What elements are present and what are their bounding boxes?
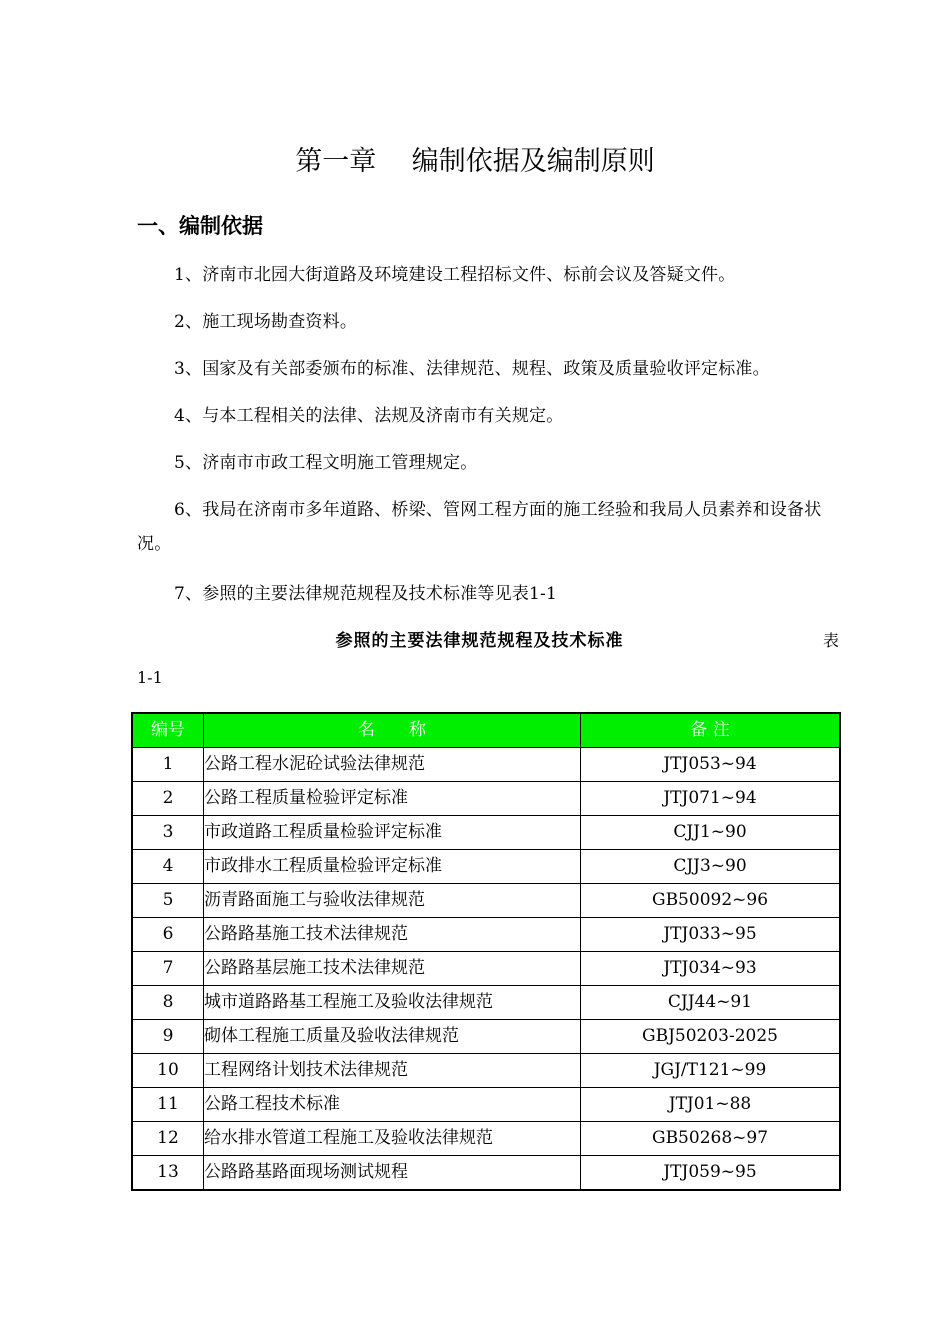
cell-no: 2 [132, 782, 204, 816]
header-note: 备 注 [581, 713, 841, 748]
table-row [132, 816, 840, 850]
table-row [132, 986, 840, 1020]
table-header-row [132, 713, 840, 748]
cell-name: 城市道路路基工程施工及验收法律规范 [204, 986, 581, 1020]
table-row [132, 1054, 840, 1088]
table-row [132, 1088, 840, 1122]
cell-note: GBJ50203-2025 [581, 1020, 841, 1054]
standards-table [131, 712, 841, 1191]
basis-item-5: 5、济南市市政工程文明施工管理规定。 [174, 453, 478, 473]
cell-name: 公路工程技术标准 [204, 1088, 581, 1122]
cell-no: 3 [132, 816, 204, 850]
basis-item-2: 2、施工现场勘查资料。 [174, 312, 358, 332]
table-row [132, 782, 840, 816]
chapter-title: 第一章 编制依据及编制原则 [295, 146, 655, 177]
cell-name: 公路路基路面现场测试规程 [204, 1156, 581, 1191]
cell-note: GB50092~96 [581, 884, 841, 918]
cell-name: 公路路基层施工技术法律规范 [204, 952, 581, 986]
cell-note: CJJ1~90 [581, 816, 841, 850]
cell-no: 13 [132, 1156, 204, 1191]
cell-note: JTJ071~94 [581, 782, 841, 816]
cell-name: 工程网络计划技术法律规范 [204, 1054, 581, 1088]
cell-note: JGJ/T121~99 [581, 1054, 841, 1088]
table-caption-title: 参照的主要法律规范规程及技术标准 [335, 631, 624, 651]
table-caption [137, 626, 839, 656]
basis-item-7: 7、参照的主要法律规范规程及技术标准等见表1-1 [174, 584, 557, 604]
cell-name: 公路路基施工技术法律规范 [204, 918, 581, 952]
header-name: 名 称 [204, 713, 581, 748]
cell-name: 砌体工程施工质量及验收法律规范 [204, 1020, 581, 1054]
cell-name: 市政道路工程质量检验评定标准 [204, 816, 581, 850]
cell-no: 8 [132, 986, 204, 1020]
cell-note: JTJ059~95 [581, 1156, 841, 1191]
basis-item-3: 3、国家及有关部委颁布的标准、法律规范、规程、政策及质量验收评定标准。 [174, 359, 770, 379]
cell-name: 给水排水管道工程施工及验收法律规范 [204, 1122, 581, 1156]
table-row [132, 748, 840, 782]
table-caption-label: 表 [822, 631, 839, 650]
basis-item-4: 4、与本工程相关的法律、法规及济南市有关规定。 [174, 406, 564, 426]
basis-item-1: 1、济南市北园大街道路及环境建设工程招标文件、标前会议及答疑文件。 [174, 265, 736, 285]
cell-name: 沥青路面施工与验收法律规范 [204, 884, 581, 918]
table-row [132, 1020, 840, 1054]
header-no: 编号 [132, 713, 204, 748]
cell-note: CJJ44~91 [581, 986, 841, 1020]
table-caption-number: 1-1 [137, 668, 163, 687]
cell-note: JTJ01~88 [581, 1088, 841, 1122]
cell-no: 4 [132, 850, 204, 884]
cell-no: 9 [132, 1020, 204, 1054]
basis-item-6: 6、我局在济南市多年道路、桥梁、管网工程方面的施工经验和我局人员素养和设备状况。 [137, 500, 822, 554]
table-row [132, 918, 840, 952]
table-row [132, 1122, 840, 1156]
cell-note: GB50268~97 [581, 1122, 841, 1156]
table-row [132, 884, 840, 918]
cell-no: 6 [132, 918, 204, 952]
table-row [132, 1156, 840, 1191]
table-row [132, 850, 840, 884]
cell-note: JTJ053~94 [581, 748, 841, 782]
cell-note: JTJ033~95 [581, 918, 841, 952]
cell-note: CJJ3~90 [581, 850, 841, 884]
cell-no: 7 [132, 952, 204, 986]
cell-note: JTJ034~93 [581, 952, 841, 986]
cell-no: 10 [132, 1054, 204, 1088]
table-row [132, 952, 840, 986]
cell-name: 公路工程质量检验评定标准 [204, 782, 581, 816]
section-heading: 一、编制依据 [137, 214, 263, 238]
cell-no: 5 [132, 884, 204, 918]
cell-no: 1 [132, 748, 204, 782]
cell-name: 市政排水工程质量检验评定标准 [204, 850, 581, 884]
cell-no: 11 [132, 1088, 204, 1122]
cell-name: 公路工程水泥砼试验法律规范 [204, 748, 581, 782]
cell-no: 12 [132, 1122, 204, 1156]
